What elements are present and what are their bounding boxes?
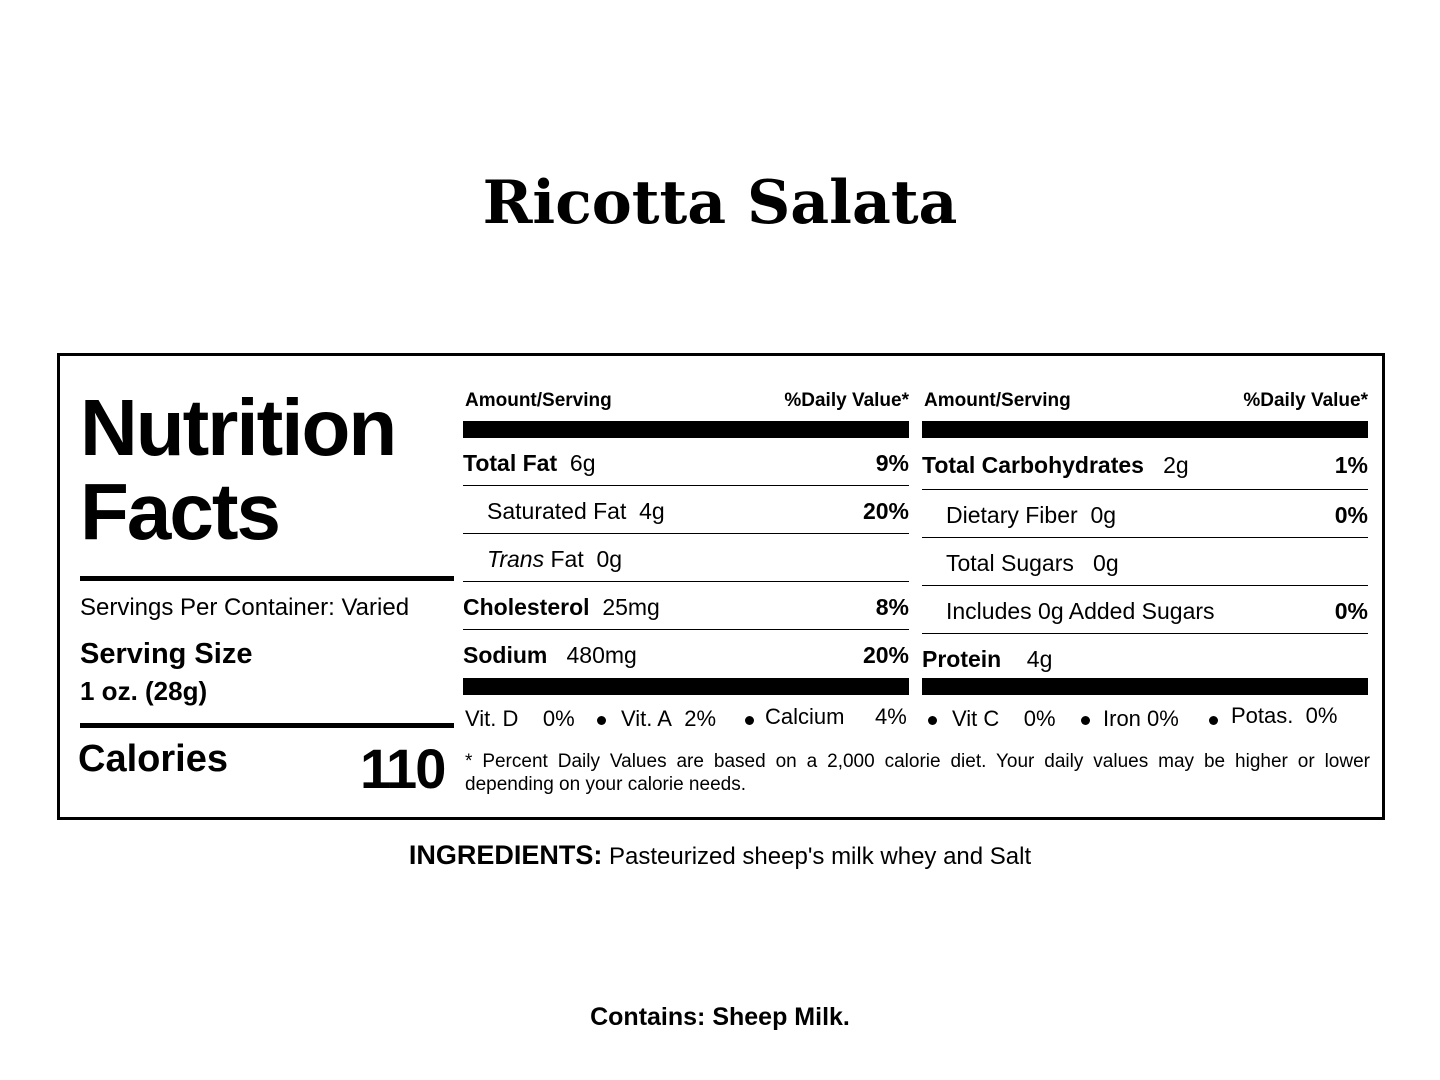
vitamin-value: 2% <box>684 706 716 731</box>
nutrient-name-suffix: Fat <box>544 546 584 572</box>
vitamin-value: 0% <box>1023 706 1056 731</box>
divider-bar <box>80 723 454 728</box>
amount-header: Amount/Serving <box>465 390 612 411</box>
vitamin-value: 0% <box>1305 703 1338 728</box>
nutrient-amount: 2g <box>1163 452 1189 478</box>
dv-header: %Daily Value* <box>784 390 909 411</box>
separator-dot <box>597 716 606 725</box>
separator-dot <box>745 716 754 725</box>
allergen-statement: Contains: Sheep Milk. <box>590 1003 850 1031</box>
vitamin-name: Potas. <box>1231 703 1294 728</box>
nutrient-amount: 6g <box>569 450 596 476</box>
vitamin-value: 0% <box>1147 706 1179 731</box>
nutrient-amount: 0g <box>1090 502 1117 528</box>
nutrient-dv: 0% <box>1334 502 1368 528</box>
separator-dot <box>928 716 937 725</box>
nutrient-amount: 4g <box>1026 646 1053 672</box>
vitamin-iron <box>1103 706 1179 732</box>
nutrient-column-left <box>463 388 909 677</box>
vitamin-value: 0% <box>542 706 575 731</box>
ingredients <box>0 840 1440 871</box>
nutrient-amount: 4g <box>639 498 665 524</box>
vitamin-potassium <box>1231 703 1337 729</box>
vitamin-name: Iron <box>1103 706 1141 731</box>
nutrient-dv: 9% <box>875 450 909 476</box>
nutrient-amount: 0g <box>596 546 623 572</box>
product-title: Ricotta Salata <box>482 168 958 238</box>
nutrient-row-saturated-fat <box>463 486 909 534</box>
nutrient-column-right <box>922 388 1368 681</box>
nutrient-name: Saturated Fat <box>487 498 627 524</box>
serving-size-value: 1 oz. (28g) <box>80 676 208 706</box>
daily-value-footnote: * Percent Daily Values are based on a 2,000 calorie diet. Your daily values may be higher or lower depending on your calorie needs. <box>465 751 1370 795</box>
nutrient-name: Sodium <box>463 642 548 668</box>
heading-line-2: Facts <box>80 467 279 556</box>
nutrient-name: Includes 0g Added Sugars <box>946 598 1215 624</box>
serving-size-label: Serving Size <box>80 638 253 670</box>
thick-divider <box>922 678 1368 695</box>
divider-bar <box>80 576 454 581</box>
thick-divider <box>463 421 909 438</box>
nutrient-name: Dietary Fiber <box>946 502 1078 528</box>
calories-label: Calories <box>78 738 228 780</box>
nutrient-name: Total Sugars <box>946 550 1074 576</box>
amount-header: Amount/Serving <box>924 390 1071 411</box>
nutrient-name: Total Fat <box>463 450 558 476</box>
vitamin-name: Calcium <box>765 704 845 729</box>
thick-divider <box>922 421 1368 438</box>
nutrient-dv: 1% <box>1334 452 1368 478</box>
nutrient-row-sodium <box>463 630 909 677</box>
vitamin-calcium <box>765 704 907 730</box>
nutrient-name: Trans <box>487 546 545 572</box>
nutrient-row-trans-fat <box>463 534 909 582</box>
separator-dot <box>1209 716 1218 725</box>
nutrient-row-protein <box>922 634 1368 681</box>
vitamin-vit-d <box>465 706 575 732</box>
nutrient-dv: 0% <box>1334 598 1368 624</box>
vitamin-vit-a <box>621 706 716 732</box>
vitamin-value: 4% <box>875 704 907 729</box>
column-header <box>463 388 909 416</box>
calories-value: 110 <box>360 737 445 800</box>
nutrient-dv: 20% <box>862 642 909 668</box>
nutrition-facts-heading <box>80 383 396 556</box>
separator-dot <box>1081 716 1090 725</box>
servings-per-container: Servings Per Container: Varied <box>80 594 410 621</box>
vitamin-name: Vit. A <box>621 706 672 731</box>
nutrient-row-dietary-fiber <box>922 490 1368 538</box>
nutrient-name: Total Carbohydrates <box>922 452 1144 478</box>
vitamin-name: Vit. D <box>465 706 519 731</box>
column-header <box>922 388 1368 416</box>
ingredients-text: Pasteurized sheep's milk whey and Salt <box>609 843 1032 870</box>
heading-line-1: Nutrition <box>80 383 396 472</box>
nutrient-amount: 480mg <box>566 642 637 668</box>
vitamin-vit-c <box>952 706 1056 732</box>
ingredients-label: INGREDIENTS: <box>408 840 603 870</box>
nutrient-row-total-sugars <box>922 538 1368 586</box>
nutrient-row-added-sugars <box>922 586 1368 634</box>
nutrient-dv: 8% <box>875 594 909 620</box>
thick-divider <box>463 678 909 695</box>
nutrient-row-cholesterol <box>463 582 909 630</box>
nutrition-label <box>57 353 1385 820</box>
nutrient-row-total-carbohydrates <box>922 438 1368 490</box>
nutrient-amount: 0g <box>1093 550 1119 576</box>
nutrient-name: Protein <box>922 646 1002 672</box>
nutrient-dv: 20% <box>862 498 909 524</box>
dv-header: %Daily Value* <box>1243 390 1368 411</box>
nutrient-amount: 25mg <box>602 594 660 620</box>
nutrient-row-total-fat <box>463 438 909 486</box>
vitamin-name: Vit C <box>952 706 1000 731</box>
nutrient-name: Cholesterol <box>463 594 590 620</box>
